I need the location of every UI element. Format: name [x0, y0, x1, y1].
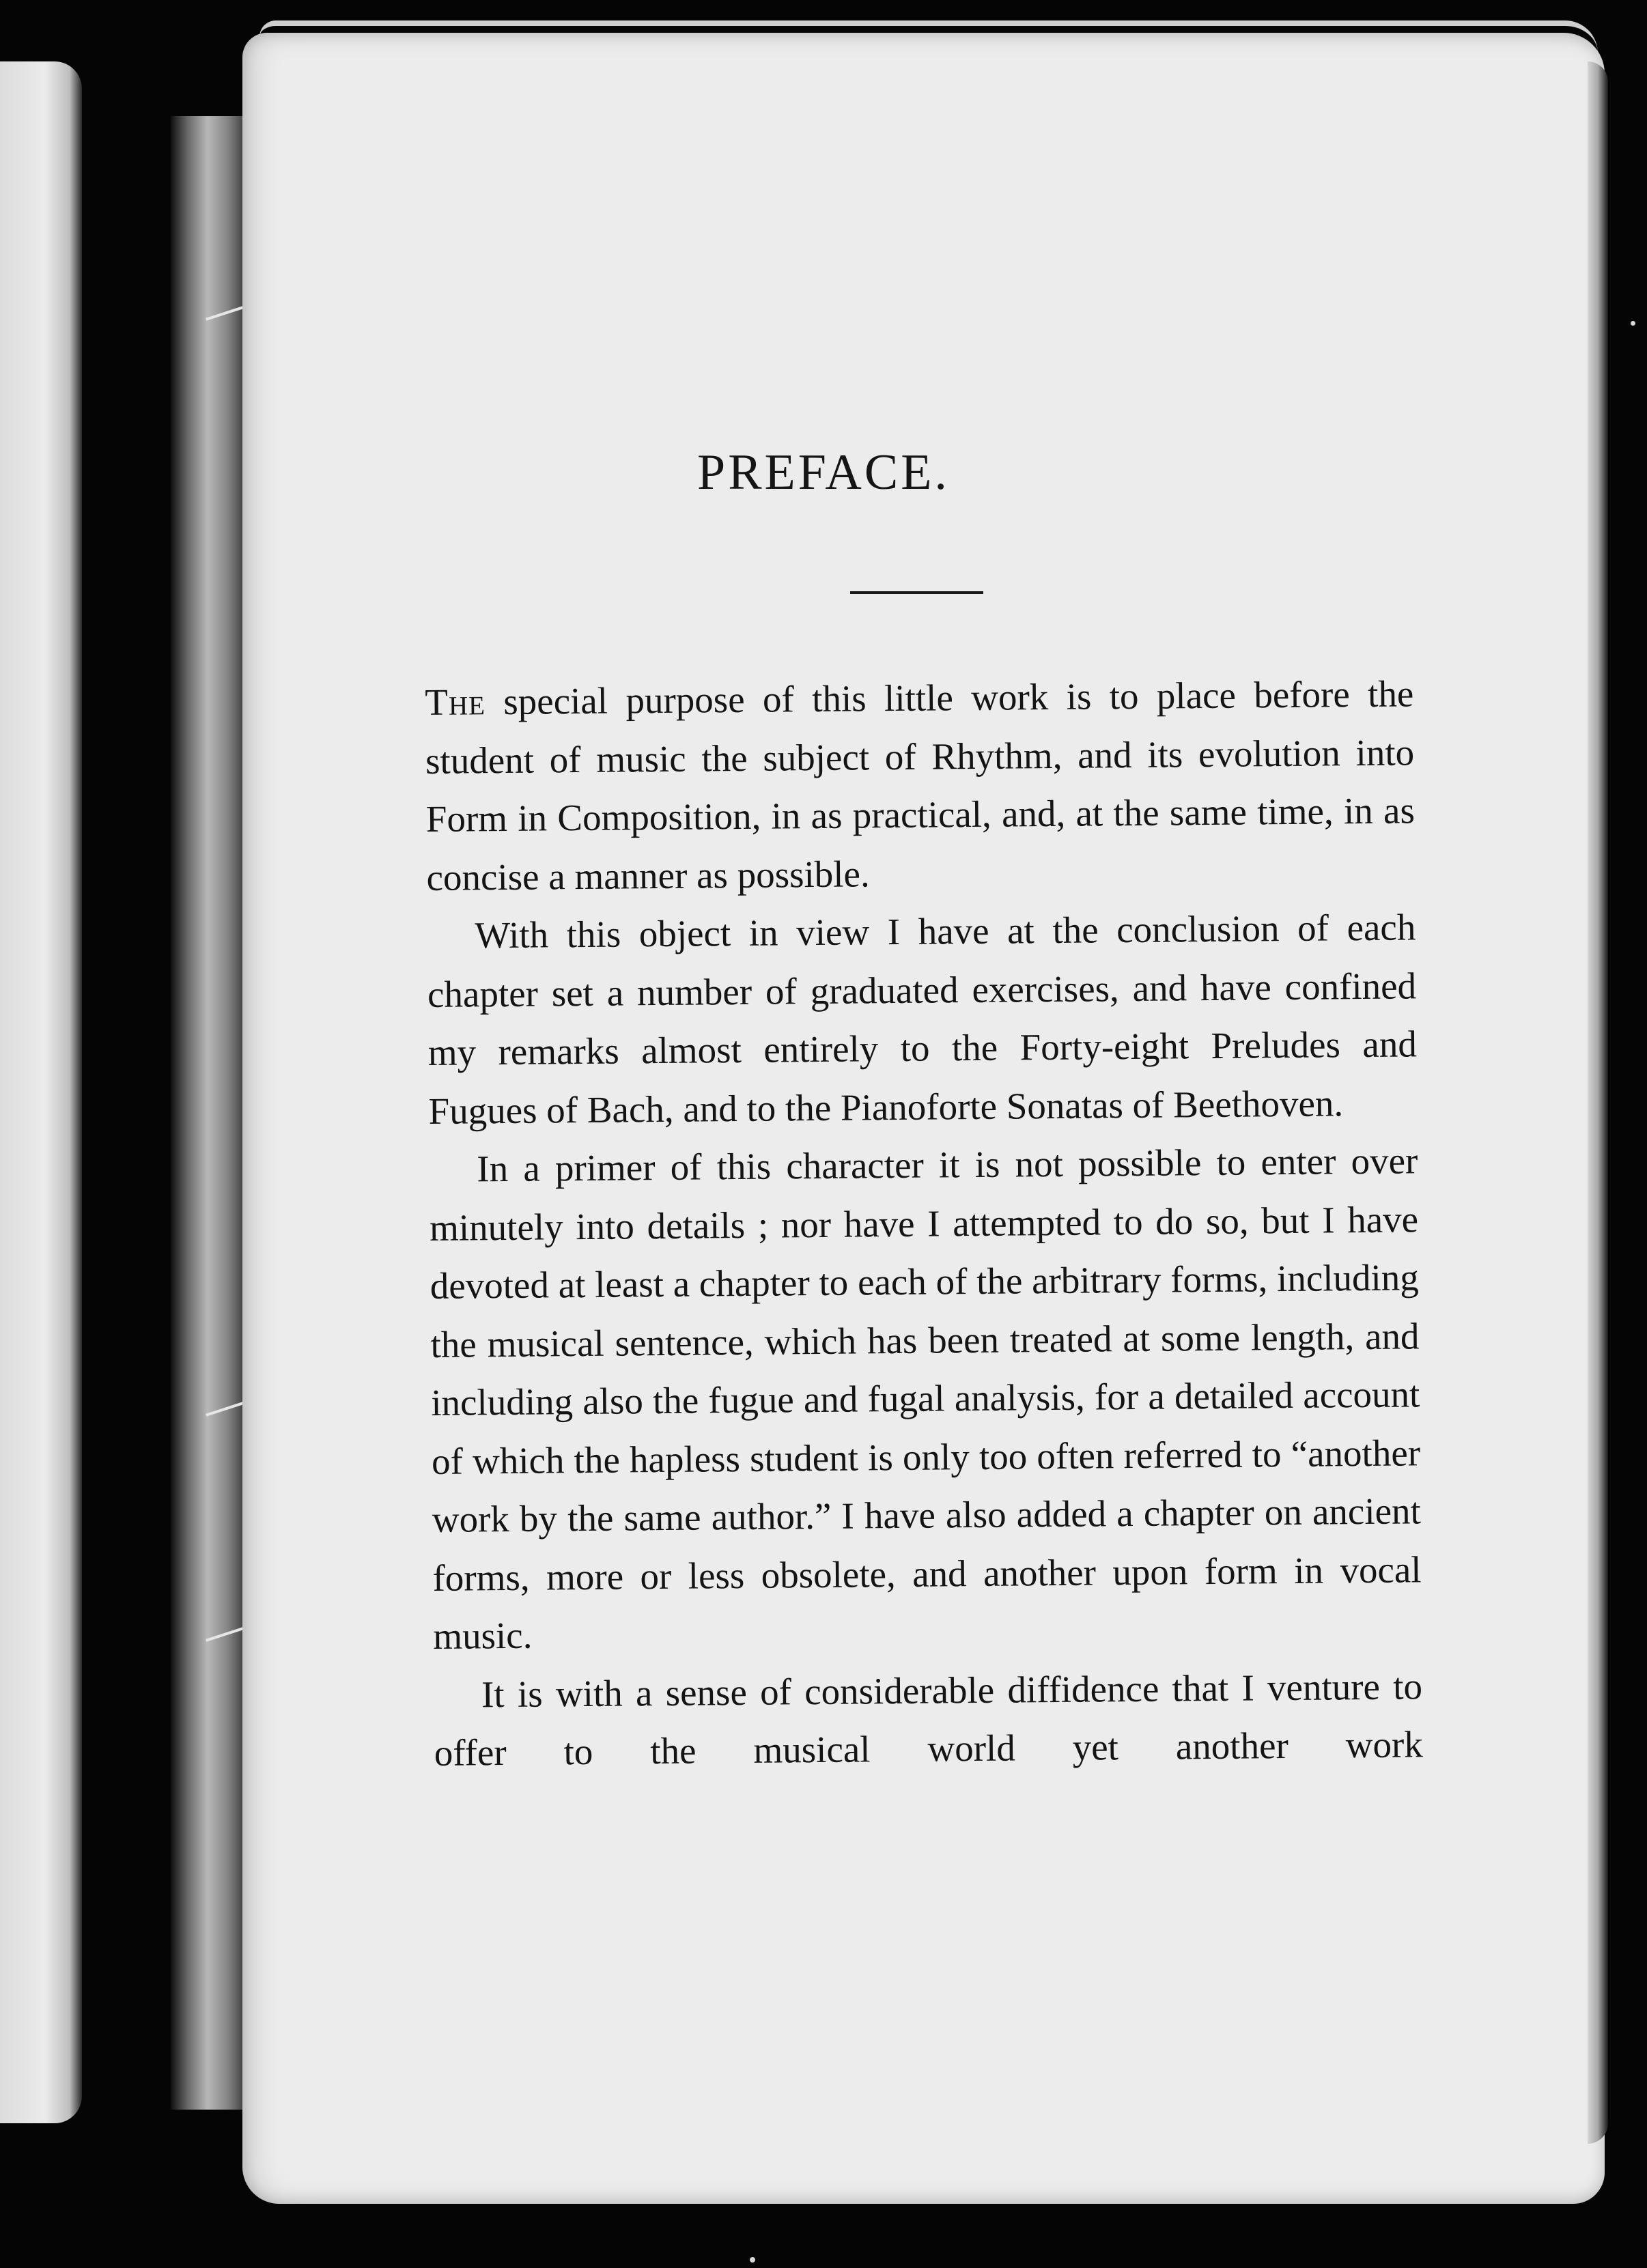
page-right-edge: [1588, 61, 1608, 2144]
paragraph-1-text: special purpose of this little work is to place before the student of music the subject of Rhythm, and its evolution into Form in Composition, in as practical, and, at the same time, in as concise a manner as possible.: [425, 672, 1416, 898]
paragraph-3: In a primer of this character it is not possible to enter over minutely into details ; nor have I attempted to do so, but I have devoted at least a chapter to each of the arbitrary forms, including the musical sentence, which has been treated at some length, and including also the fugue and fugal analysis, for a detailed account of which the hapless student is only too often referred to “another work by the same author.” I have also added a chapter on ancient forms, more or less obsolete, and another upon form in vocal music.: [429, 1139, 1422, 1657]
book-spine: [171, 116, 253, 2110]
paragraph-4: It is with a sense of considerable diffidence that I venture to offer to the musical world yet another work: [434, 1664, 1424, 1774]
preface-heading: PREFACE.: [697, 444, 950, 500]
paper-speck: [1631, 321, 1635, 326]
paragraph-1-lead-word: The: [425, 681, 486, 723]
paragraph-1: [425, 664, 1416, 907]
heading-rule: [850, 591, 983, 594]
paper-speck: [750, 2257, 755, 2263]
adjacent-page-edge: [0, 61, 82, 2123]
paragraph-2: With this object in view I have at the conclusion of each chapter set a number of graduated exercises, and have confined my remarks almost entirely to the Forty-eight Preludes and Fugues of Bach, and to the Pianoforte Sonatas of Beethoven.: [427, 906, 1418, 1132]
preface-body: [425, 664, 1423, 1782]
